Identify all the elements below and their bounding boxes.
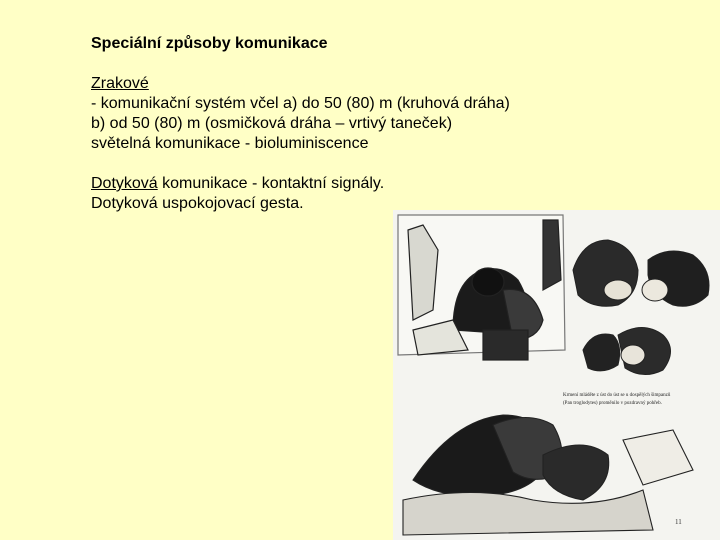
- figure-page-number: 11: [675, 518, 682, 526]
- caption-line-1: Krmení mláděte z úst do úst se u dospělých šimpanzů: [563, 393, 671, 398]
- spacer: [91, 154, 611, 174]
- touch-line-1-rest: komunikace - kontaktní signály.: [157, 175, 385, 192]
- scene-chimp-faces: [573, 240, 709, 375]
- touch-heading: Dotyková: [91, 175, 158, 192]
- slide-text: [91, 34, 611, 214]
- caption-line-2: (Pan troglodytes) proměnilo v pozdravný pohřeb.: [563, 401, 662, 406]
- visual-line-2: b) od 50 (80) m (osmičková dráha – vrtivý taneček): [91, 115, 453, 132]
- figure-caption: [563, 392, 671, 406]
- visual-line-3: světelná komunikace - bioluminiscence: [91, 135, 369, 152]
- touch-line-2: Dotyková uspokojovací gesta.: [91, 195, 304, 212]
- illustration-drawing: [393, 210, 720, 540]
- touch-line-1: [91, 174, 611, 194]
- scene-bottom: [403, 415, 693, 535]
- chimpanzee-illustration: [393, 210, 720, 540]
- visual-line-1: - komunikační systém včel a) do 50 (80) m (kruhová dráha): [91, 95, 510, 112]
- scene-top-left: [398, 215, 565, 360]
- visual-heading: Zrakové: [91, 75, 149, 92]
- slide-title: Speciální způsoby komunikace: [91, 35, 328, 52]
